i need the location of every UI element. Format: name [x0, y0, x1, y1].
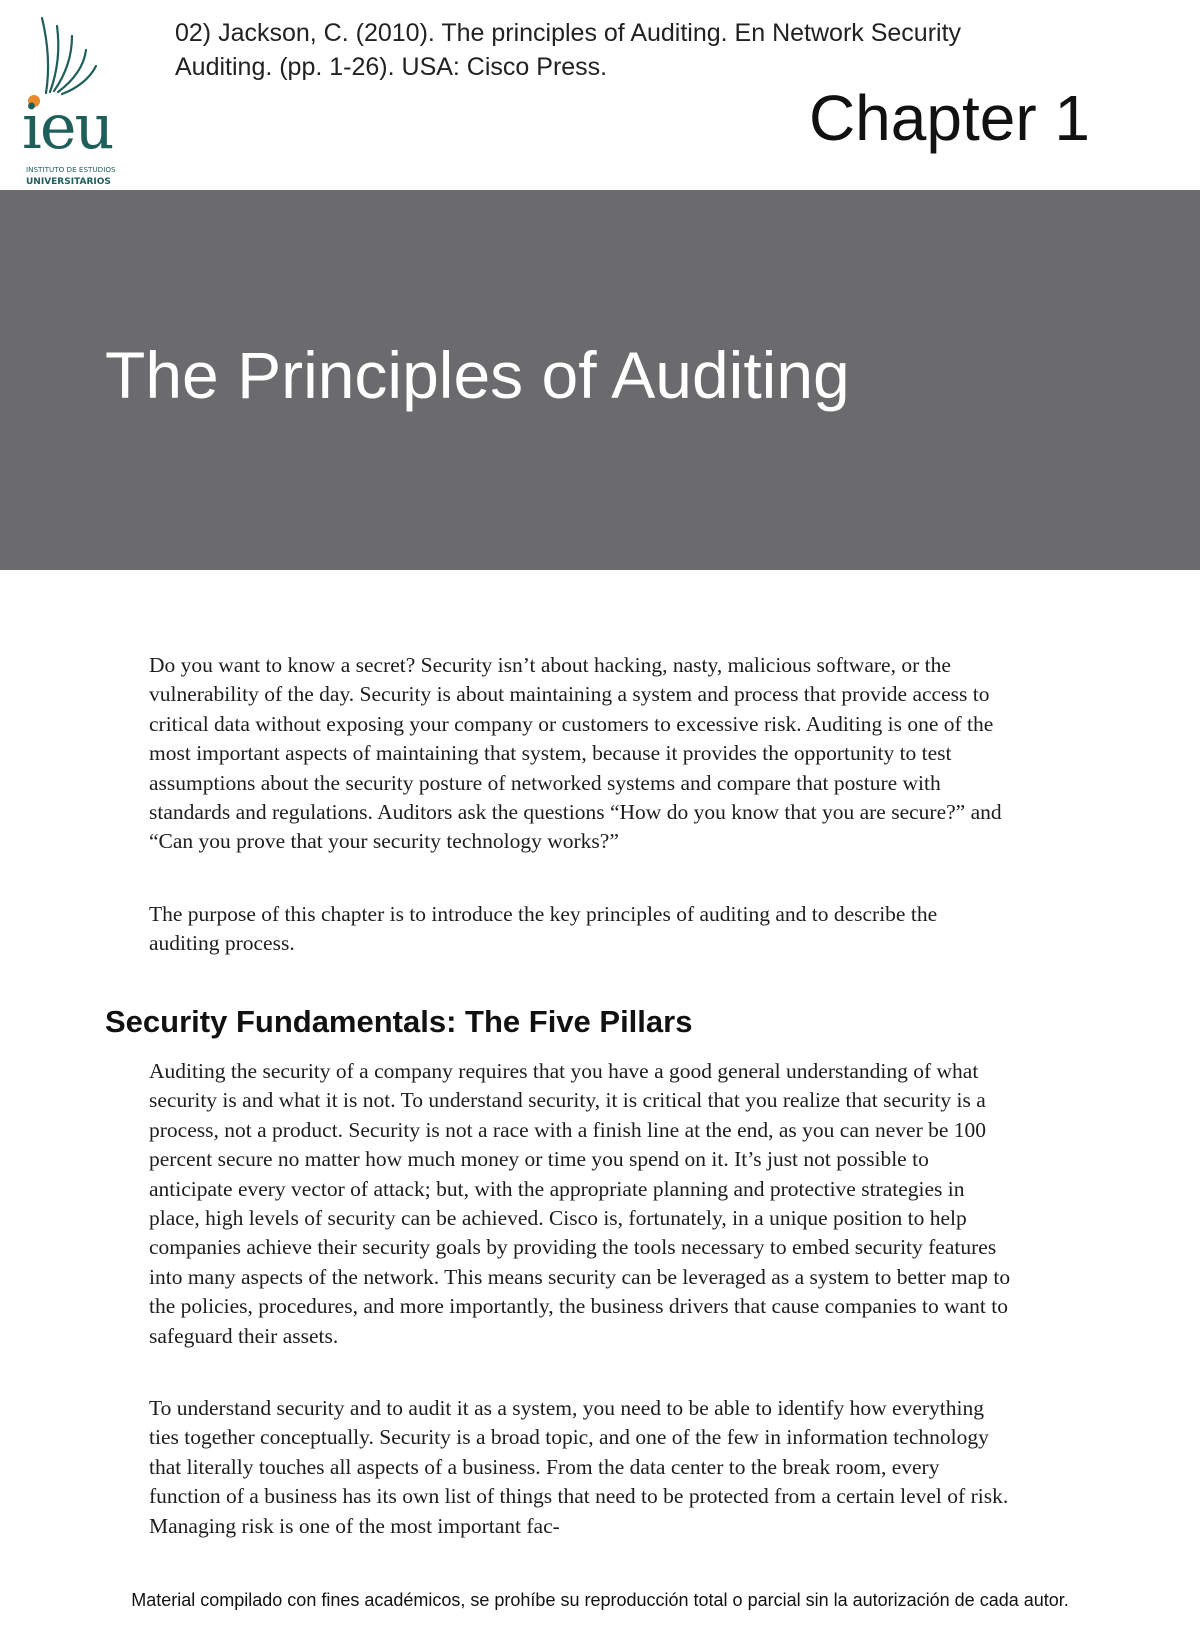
chapter-title: The Principles of Auditing	[105, 338, 850, 412]
logo-subtext-1: INSTITUTO DE ESTUDIOS	[26, 165, 116, 174]
purpose-paragraph: The purpose of this chapter is to introduce the key principles of auditing and to describe the auditing process.	[149, 902, 938, 956]
logo-wordmark: ieu	[22, 90, 113, 163]
institution-logo	[20, 8, 142, 190]
citation-line-1: 02) Jackson, C. (2010). The principles of Auditing. En Network Security	[175, 19, 962, 47]
citation-line-2: Auditing. (pp. 1-26). USA: Cisco Press.	[175, 53, 608, 81]
intro-paragraph: Do you want to know a secret? Security isn’t about hacking, nasty, malicious software, or the vulnerability of the day. Security is about maintaining a system and process that provide access to critical data without exposing your company or customers to excessive risk. Auditing is one of the most important aspects of maintaining that system, because it provides the opportunity to test assumptions about the security posture of networked systems and compare that posture with standards and regulations. Auditors ask the questions “How do you know that you are secure?” and “Can you prove that your security technology works?”	[149, 653, 1002, 854]
fundamentals-paragraph-2: To understand security and to audit it as a system, you need to be able to identify how everything ties together conceptually. Security is a broad topic, and one of the few in information technology that literally touches all aspects of a business. From the data center to the break room, every function of a business has its own list of things that need to be protected from a certain level of risk. Managing risk is one of the most important fac-	[149, 1396, 1009, 1538]
chapter-label: Chapter 1	[808, 82, 1090, 154]
copyright-notice: Material compilado con fines académicos, se prohíbe su reproducción total o parcial sin la autorización de cada autor.	[131, 1590, 1069, 1610]
logo-subtext-2: UNIVERSITARIOS	[26, 177, 111, 187]
section-heading: Security Fundamentals: The Five Pillars	[105, 1004, 693, 1039]
citation	[175, 16, 1075, 84]
fundamentals-paragraph-1: Auditing the security of a company requires that you have a good general understanding of what security is and what it is not. To understand security, it is critical that you realize that security is a process, not a product. Security is not a race with a finish line at the end, as you can never be 100 percent secure no matter how much money or time you spend on it. It’s just not possible to anticipate every vector of attack; but, with the appropriate planning and protective strategies in place, high levels of security can be achieved. Cisco is, fortunately, in a unique position to help companies achieve their security goals by providing the tools necessary to embed security features into many aspects of the network. This means security can be leveraged as a system to better map to the policies, procedures, and more importantly, the business drivers that cause companies to want to safeguard their assets.	[149, 1059, 1011, 1348]
wing-icon	[42, 18, 96, 94]
